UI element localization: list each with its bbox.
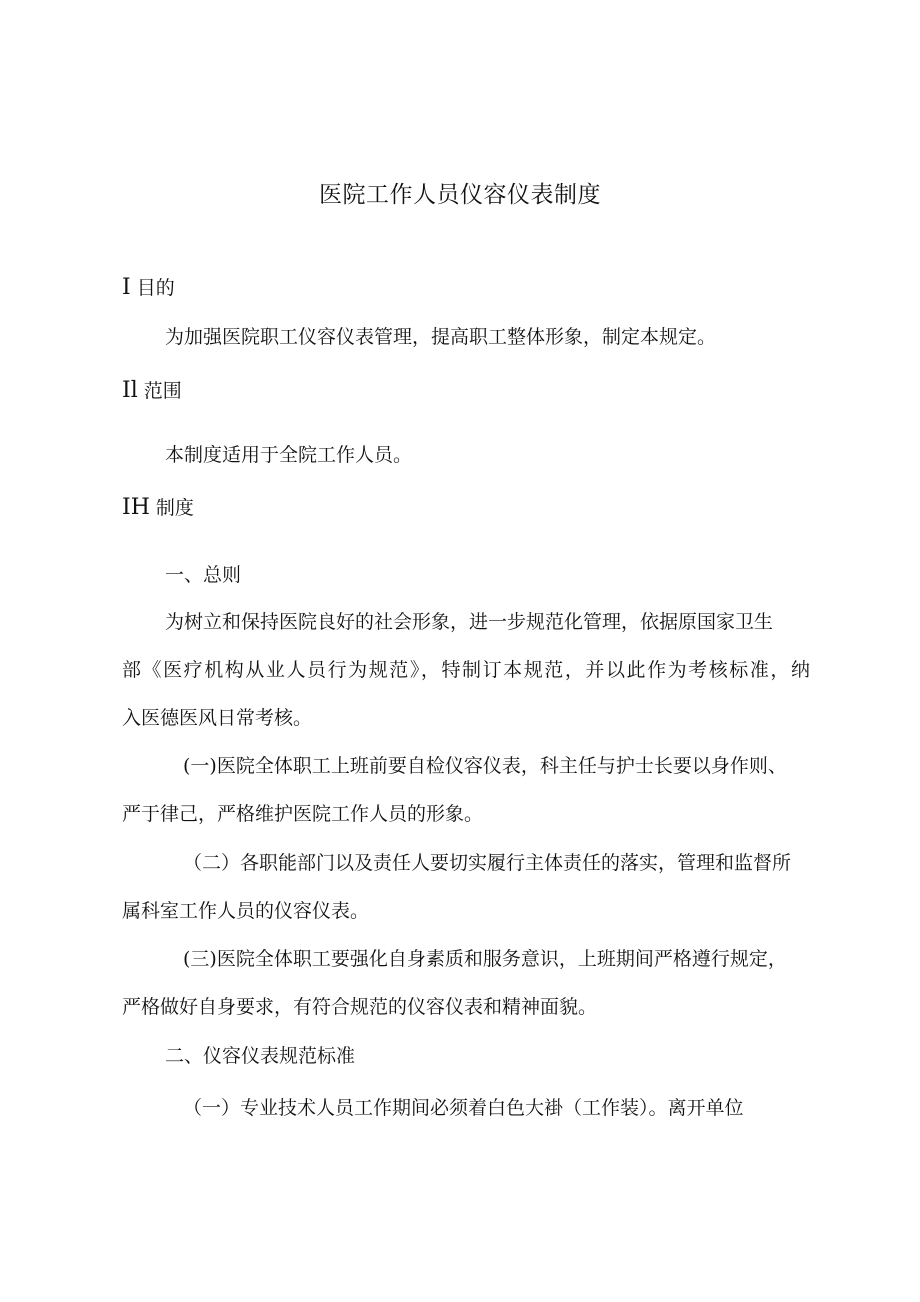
list-item-line: (一)医院全体职工上班前要自检仪容仪表，科主任与护士长要以身作则、 [183, 755, 787, 777]
list-item-line: (三)医院全体职工要强化自身素质和服务意识，上班期间严格遵行规定， [183, 948, 787, 970]
section-heading-purpose [122, 276, 175, 300]
subheading-standards: 二、仪容仪表规范标准 [165, 1045, 356, 1067]
paragraph-line: 部《医疗机构从业人员行为规范》，特制订本规范，并以此作为考核标准，纳 [122, 659, 810, 681]
list-item-line: 严于律己，严格维护医院工作人员的形象。 [122, 803, 484, 825]
section-heading-policy [122, 496, 194, 520]
document-title: 医院工作人员仪容仪表制度 [319, 182, 601, 208]
paragraph-line: 入医德医风日常考核。 [122, 707, 313, 729]
section-number: I [122, 275, 131, 300]
section-label: 目的 [136, 277, 175, 299]
section-number: IH [122, 495, 150, 520]
section-number: Il [122, 378, 138, 403]
list-item-line: 属科室工作人员的仪容仪表。 [122, 900, 370, 922]
list-item-line: 严格做好自身要求，有符合规范的仪容仪表和精神面貌。 [122, 996, 598, 1018]
section-label: 范围 [143, 380, 182, 402]
section-heading-scope [122, 379, 182, 403]
section-label: 制度 [155, 497, 194, 519]
list-item-line: （一）专业技术人员工作期间必须着白色大褂（工作装）。离开单位 [183, 1097, 744, 1119]
subheading-general: 一、总则 [165, 564, 242, 586]
paragraph-line: 为加强医院职工仪容仪表管理，提高职工整体形象，制定本规定。 [165, 326, 717, 348]
paragraph-line: 为树立和保持医院良好的社会形象，进一步规范化管理，依据原国家卫生 [165, 611, 774, 633]
list-item-line: （二）各职能部门以及责任人要切实履行主体责任的落实，管理和监督所 [183, 852, 792, 874]
paragraph-line: 本制度适用于全院工作人员。 [165, 444, 413, 466]
